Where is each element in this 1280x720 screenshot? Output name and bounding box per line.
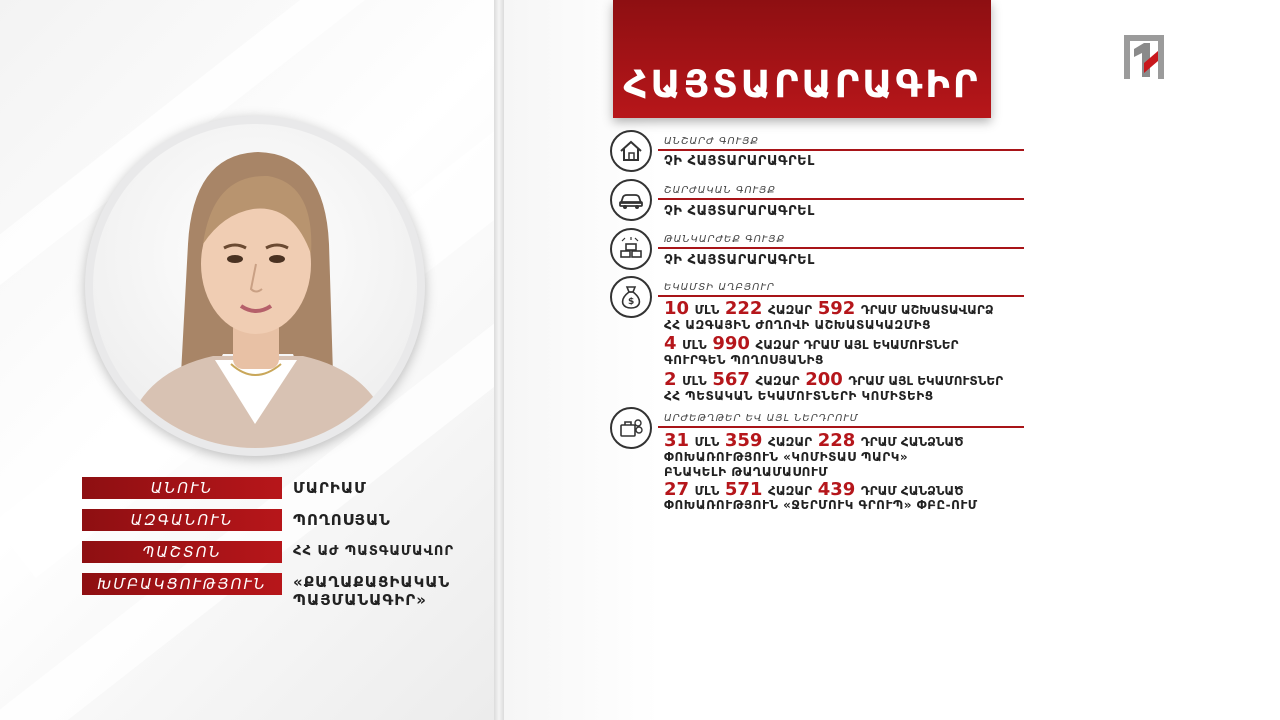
page-title: ՀԱՅՏԱՐԱՐԱԳԻՐ <box>623 63 981 106</box>
svg-text:$: $ <box>628 297 635 307</box>
income-entry-3-source: ՀՀ ՊԵՏԱԿԱՆ ԵԿԱՄՈՒՏՆԵՐԻ ԿՈՄԻՏԵԻՑ <box>664 389 934 403</box>
income-entry-2: 4 ՄԼՆ 990 ՀԱԶԱՐ ԴՐԱՄ ԱՅԼ ԵԿԱՄՈՒՏՆԵՐ <box>664 333 959 354</box>
house-icon <box>610 130 652 172</box>
income-divider <box>658 295 1024 297</box>
income-entry-2-source: ԳՈՒՐԳԵՆ ՊՈՂՈՍՅԱՆԻՑ <box>664 353 824 367</box>
portrait-frame <box>85 116 425 456</box>
income-entry-1: 10 ՄԼՆ 222 ՀԱԶԱՐ 592 ԴՐԱՄ ԱՇԽԱՏԱՎԱՐՁ <box>664 298 994 319</box>
valuables-value: ՉԻ ՀԱՅՏԱՐԱՐԱԳՐԵԼ <box>664 253 815 268</box>
name-value: ՄԱՐԻԱՄ <box>293 479 367 497</box>
position-value: ՀՀ ԱԺ ՊԱՏԳԱՄԱՎՈՐ <box>293 544 455 559</box>
surname-label: ԱԶԳԱՆՈՒՆ <box>82 509 282 531</box>
securities-entry-2-detail-1: ՓՈԽԱՌՈՒԹՅՈՒՆ «ՋԵՐՄՈՒԿ ԳՐՈՒՊ» ՓԲԸ-ՈՒՄ <box>664 498 978 512</box>
car-icon <box>610 179 652 221</box>
center-divider <box>494 0 504 720</box>
valuables-divider <box>658 247 1024 249</box>
immovable-property-divider <box>658 149 1024 151</box>
income-label: ԵԿԱՄՏԻ ԱՂԲՅՈՒՐ <box>664 282 775 293</box>
briefcase-coins-icon <box>610 407 652 449</box>
channel-1-logo-icon <box>1120 33 1168 83</box>
faction-value-line-2: ՊԱՅՄԱՆԱԳԻՐ» <box>293 591 427 609</box>
securities-entry-1-detail-1: ՓՈԽԱՌՈՒԹՅՈՒՆ «ԿՈՄԻՏԱՍ ՊԱՐԿ» <box>664 450 909 464</box>
surname-value: ՊՈՂՈՍՅԱՆ <box>293 511 391 529</box>
position-label: ՊԱՇՏՈՆ <box>82 541 282 563</box>
immovable-property-value: ՉԻ ՀԱՅՏԱՐԱՐԱԳՐԵԼ <box>664 154 815 169</box>
income-entry-3: 2 ՄԼՆ 567 ՀԱԶԱՐ 200 ԴՐԱՄ ԱՅԼ ԵԿԱՄՈՒՏՆԵՐ <box>664 369 1004 390</box>
securities-entry-2: 27 ՄԼՆ 571 ՀԱԶԱՐ 439 ԴՐԱՄ ՀԱՆՁՆԱԾ <box>664 479 964 500</box>
faction-label: ԽՄԲԱԿՑՈՒԹՅՈՒՆ <box>82 573 282 595</box>
title-banner <box>613 0 991 118</box>
gold-bars-icon <box>610 228 652 270</box>
movable-property-value: ՉԻ ՀԱՅՏԱՐԱՐԱԳՐԵԼ <box>664 204 815 219</box>
valuables-label: ԹԱՆԿԱՐԺԵՔ ԳՈՒՅՔ <box>664 234 786 245</box>
movable-property-label: ՇԱՐԺԱԿԱՆ ԳՈՒՅՔ <box>664 185 776 196</box>
securities-label: ԱՐԺԵԹՂԹԵՐ ԵՎ ԱՅԼ ՆԵՐԴՐՈՒՄ <box>664 413 859 424</box>
securities-divider <box>658 426 1024 428</box>
faction-value-line-1: «ՔԱՂԱՔԱՑԻԱԿԱՆ <box>293 573 451 591</box>
securities-entry-1-detail-2: ԲՆԱԿԵԼԻ ԹԱՂԱՄԱՍՈՒՄ <box>664 465 829 479</box>
immovable-property-label: ԱՆՇԱՐԺ ԳՈՒՅՔ <box>664 136 759 147</box>
movable-property-divider <box>658 198 1024 200</box>
money-bag-icon <box>610 276 652 318</box>
person-photo <box>93 124 417 448</box>
securities-entry-1: 31 ՄԼՆ 359 ՀԱԶԱՐ 228 ԴՐԱՄ ՀԱՆՁՆԱԾ <box>664 430 964 451</box>
income-entry-1-source: ՀՀ ԱԶԳԱՅԻՆ ԺՈՂՈՎԻ ԱՇԽԱՏԱԿԱԶՄԻՑ <box>664 318 931 332</box>
name-label: ԱՆՈՒՆ <box>82 477 282 499</box>
